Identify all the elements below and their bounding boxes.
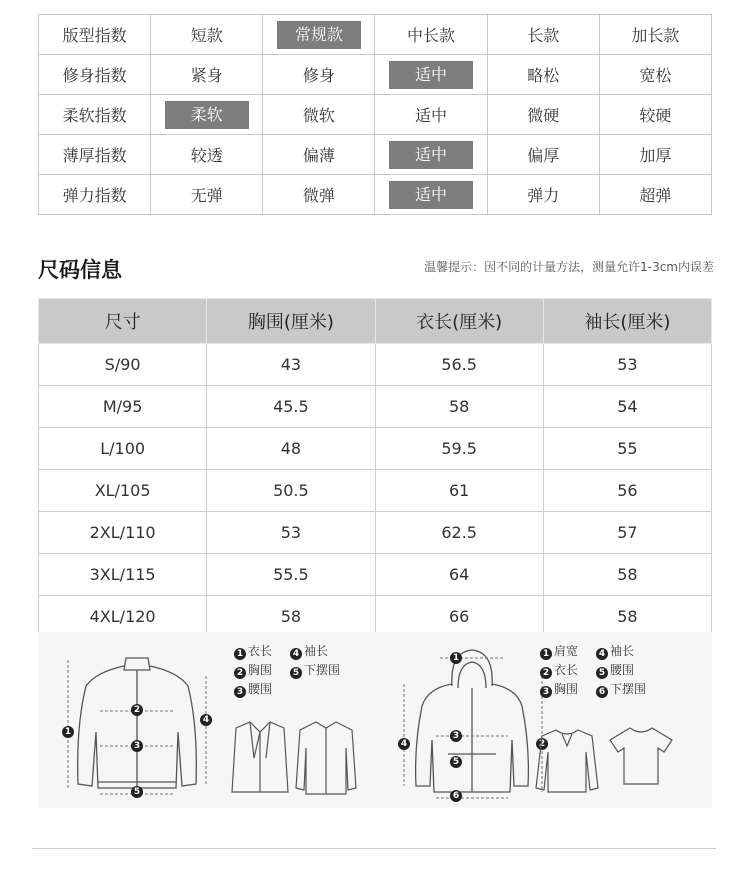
table-cell: 45.5 [207, 386, 375, 428]
attribute-option [599, 135, 711, 175]
table-cell: 66 [375, 596, 543, 638]
attribute-option-label: 较硬 [639, 106, 672, 125]
diagram-marker-icon: 3 [450, 730, 462, 742]
legend-item [540, 680, 592, 699]
table-cell: 43 [207, 344, 375, 386]
attribute-option-label: 加长款 [631, 26, 680, 45]
attribute-option-selected: 适中 [389, 141, 473, 169]
table-cell: 58 [375, 386, 543, 428]
legend-item [234, 642, 286, 661]
diagram-marker-icon: 6 [450, 790, 462, 802]
table-cell: 48 [207, 428, 375, 470]
attribute-option [487, 135, 599, 175]
attribute-option [375, 15, 487, 55]
table-cell: 59.5 [375, 428, 543, 470]
hoodie-diagram [392, 636, 552, 806]
attribute-option [151, 175, 263, 215]
table-row [39, 512, 712, 554]
legend-label: 胸围 [248, 663, 273, 677]
attribute-row [39, 55, 712, 95]
table-cell: 50.5 [207, 470, 375, 512]
attribute-option [263, 55, 375, 95]
diagram-marker-icon: 2 [536, 738, 548, 750]
table-cell: M/95 [39, 386, 207, 428]
attribute-option [263, 95, 375, 135]
table-cell: 53 [543, 344, 711, 386]
measurement-diagrams [38, 632, 712, 808]
size-table-header: 胸围(厘米) [207, 299, 375, 344]
table-cell: 62.5 [375, 512, 543, 554]
attribute-option-label: 紧身 [190, 66, 223, 85]
attribute-option-label: 宽松 [639, 66, 672, 85]
attribute-row [39, 15, 712, 55]
legend-label: 袖长 [610, 644, 635, 658]
size-info-tip: 温馨提示：因不同的计量方法，测量允许1-3cm内误差 [424, 260, 714, 274]
legend-item [290, 661, 360, 680]
legend-label: 肩宽 [554, 644, 579, 658]
attribute-option [151, 135, 263, 175]
attribute-label: 版型指数 [39, 15, 151, 55]
attribute-option-selected: 常规款 [277, 21, 361, 49]
table-row [39, 386, 712, 428]
attribute-option-selected: 适中 [389, 61, 473, 89]
size-table-header: 尺寸 [39, 299, 207, 344]
table-cell: 58 [543, 596, 711, 638]
table-cell: 4XL/120 [39, 596, 207, 638]
attribute-option [375, 175, 487, 215]
number-marker-icon: 5 [290, 667, 302, 679]
attribute-option-label: 微硬 [527, 106, 560, 125]
attribute-option [487, 55, 599, 95]
tshirt-icon [608, 724, 674, 788]
table-cell: XL/105 [39, 470, 207, 512]
attribute-row [39, 95, 712, 135]
diagram-marker-icon: 1 [62, 726, 74, 738]
legend-item [290, 642, 360, 661]
attribute-option [151, 55, 263, 95]
legend-item [540, 642, 592, 661]
table-cell: L/100 [39, 428, 207, 470]
attribute-option [263, 175, 375, 215]
attribute-option [151, 95, 263, 135]
number-marker-icon: 3 [540, 686, 552, 698]
table-cell: 61 [375, 470, 543, 512]
legend-label: 下摆围 [610, 682, 647, 696]
attribute-option [487, 95, 599, 135]
legend-item [234, 680, 286, 699]
attribute-option [375, 55, 487, 95]
sweater-icon [534, 724, 600, 796]
attribute-option-label: 微弹 [302, 186, 335, 205]
attribute-option-label: 修身 [302, 66, 335, 85]
legend-label: 下摆围 [304, 663, 341, 677]
size-table [38, 298, 712, 638]
attribute-option [375, 135, 487, 175]
diagram-marker-icon: 1 [450, 652, 462, 664]
attribute-option-selected: 柔软 [165, 101, 249, 129]
number-marker-icon: 2 [540, 667, 552, 679]
blazer-icon [230, 718, 290, 798]
diagram-marker-icon: 2 [131, 704, 143, 716]
table-row [39, 428, 712, 470]
attribute-option [599, 55, 711, 95]
attribute-option [599, 95, 711, 135]
diagram-marker-icon: 3 [131, 740, 143, 752]
number-marker-icon: 4 [596, 648, 608, 660]
table-cell: 3XL/115 [39, 554, 207, 596]
size-info-title: 尺码信息 [38, 258, 122, 282]
attribute-option [375, 95, 487, 135]
size-table-header: 袖长(厘米) [543, 299, 711, 344]
table-row [39, 344, 712, 386]
attribute-label: 柔软指数 [39, 95, 151, 135]
attribute-option-label: 无弹 [190, 186, 223, 205]
table-cell: 56.5 [375, 344, 543, 386]
table-cell: 58 [207, 596, 375, 638]
attribute-row [39, 175, 712, 215]
attribute-option-label: 略松 [527, 66, 560, 85]
table-cell: 55 [543, 428, 711, 470]
legend-label: 腰围 [610, 663, 635, 677]
shirt-icon [294, 718, 358, 798]
attribute-option [487, 15, 599, 55]
table-cell: 56 [543, 470, 711, 512]
legend-right [540, 642, 700, 699]
attribute-option-label: 偏厚 [527, 146, 560, 165]
diagram-marker-icon: 5 [450, 756, 462, 768]
diagram-marker-icon: 5 [131, 786, 143, 798]
attribute-option-label: 微软 [302, 106, 335, 125]
attribute-option-label: 适中 [415, 106, 448, 125]
table-row [39, 554, 712, 596]
attribute-option-label: 超弹 [639, 186, 672, 205]
attribute-option-label: 中长款 [407, 26, 456, 45]
table-cell: 53 [207, 512, 375, 554]
attribute-option [599, 175, 711, 215]
attribute-option-label: 长款 [527, 26, 560, 45]
attribute-option [487, 175, 599, 215]
number-marker-icon: 3 [234, 686, 246, 698]
number-marker-icon: 5 [596, 667, 608, 679]
attribute-option [599, 15, 711, 55]
table-cell: 58 [543, 554, 711, 596]
legend-item [596, 642, 666, 661]
number-marker-icon: 4 [290, 648, 302, 660]
attribute-option [263, 135, 375, 175]
attribute-label: 弹力指数 [39, 175, 151, 215]
attribute-row [39, 135, 712, 175]
number-marker-icon: 6 [596, 686, 608, 698]
table-cell: 64 [375, 554, 543, 596]
table-cell: S/90 [39, 344, 207, 386]
diagram-marker-icon: 4 [398, 738, 410, 750]
legend-item [596, 661, 666, 680]
table-cell: 55.5 [207, 554, 375, 596]
attribute-option-label: 弹力 [527, 186, 560, 205]
size-table-header: 衣长(厘米) [375, 299, 543, 344]
legend-label: 衣长 [248, 644, 273, 658]
attribute-label: 薄厚指数 [39, 135, 151, 175]
table-cell: 2XL/110 [39, 512, 207, 554]
legend-item [234, 661, 286, 680]
table-cell: 57 [543, 512, 711, 554]
legend-item [540, 661, 592, 680]
attribute-option [263, 15, 375, 55]
attribute-option [151, 15, 263, 55]
table-cell: 54 [543, 386, 711, 428]
attribute-label: 修身指数 [39, 55, 151, 95]
attribute-grid [38, 14, 712, 215]
number-marker-icon: 2 [234, 667, 246, 679]
number-marker-icon: 1 [234, 648, 246, 660]
attribute-option-label: 短款 [190, 26, 223, 45]
legend-label: 胸围 [554, 682, 579, 696]
legend-label: 腰围 [248, 682, 273, 696]
legend-item [596, 680, 666, 699]
legend-label: 衣长 [554, 663, 579, 677]
attribute-option-label: 偏薄 [302, 146, 335, 165]
attribute-option-label: 加厚 [639, 146, 672, 165]
legend-left [234, 642, 374, 699]
number-marker-icon: 1 [540, 648, 552, 660]
bottom-divider [32, 848, 716, 849]
attribute-option-label: 较透 [190, 146, 223, 165]
table-row [39, 470, 712, 512]
diagram-marker-icon: 4 [200, 714, 212, 726]
legend-label: 袖长 [304, 644, 329, 658]
attribute-option-selected: 适中 [389, 181, 473, 209]
